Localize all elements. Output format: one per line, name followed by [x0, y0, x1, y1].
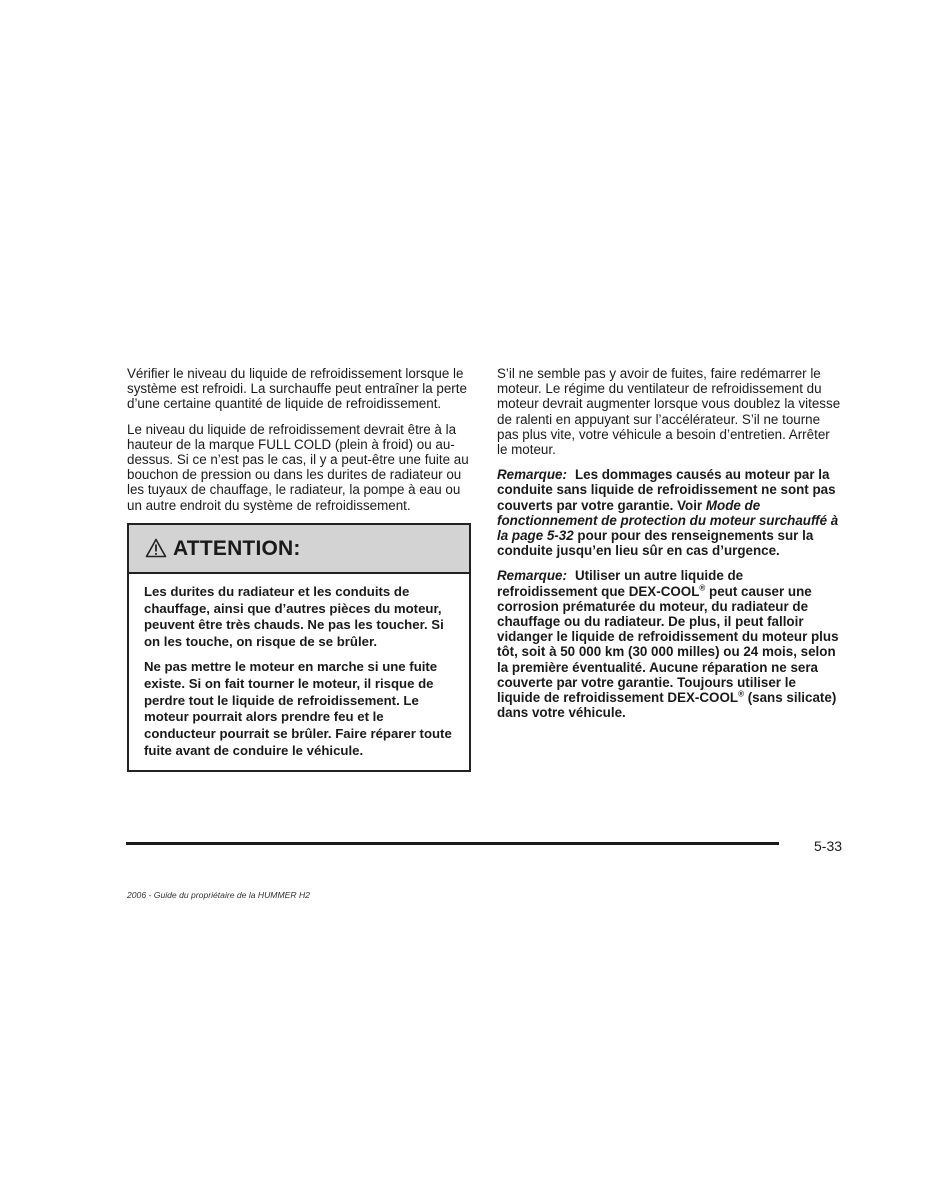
- note-text: Utiliser un autre liquide de refroidissement que DEX-COOL: [497, 568, 744, 599]
- registered-mark: ®: [738, 689, 744, 699]
- note-label: Remarque:: [497, 467, 567, 483]
- coolant-check-paragraph: Vérifier le niveau du liquide de refroidissement lorsque le système est refroidi. La surchauffe peut entraîner la perte d’une certaine quantité de liquide de refroidissement.: [127, 366, 467, 412]
- attention-title: ATTENTION:: [173, 536, 301, 560]
- warning-triangle-icon: [145, 538, 167, 558]
- note-text: peut causer une corrosion prématurée du moteur, du radiateur de chauffage ou du radiateur. De plus, il peut falloir vidanger le liquide de refroidissement du moteur plus tôt, soit à 50 000 km (30 000 milles) ou 24 mois, selon la première éventualité. Aucune réparation ne sera couverte par votre garantie. Toujours utiliser le liquide de refroidissement DEX-COOL: [497, 583, 839, 706]
- page-number: 5-33: [814, 838, 843, 854]
- note-text: Les dommages causés au moteur par la conduite sans liquide de refroidissement ne sont pas couverts par votre garantie. Voir: [497, 467, 836, 513]
- right-column: [497, 366, 842, 730]
- note-text: pour pour des renseignements sur la conduite jusqu’en lieu sûr en cas d’urgence.: [497, 528, 814, 559]
- footer-divider: [126, 842, 779, 845]
- restart-engine-paragraph: S’il ne semble pas y avoir de fuites, faire redémarrer le moteur. Le régime du ventilateur de refroidissement du moteur devrait augmenter lorsque vous doublez la vitesse de ralenti en appuyant sur l’accélérateur. S’il ne tourne pas plus vite, votre véhicule a besoin d’entretien. Arrêter le moteur.: [497, 366, 841, 458]
- attention-header: [129, 525, 469, 574]
- page-reference-link[interactable]: Mode de fonctionnement de protection du moteur surchauffé à la page 5-32: [497, 497, 839, 544]
- registered-mark: ®: [699, 583, 706, 593]
- left-column: [127, 366, 471, 772]
- attention-paragraph-leak: Ne pas mettre le moteur en marche si une fuite existe. Si on fait tourner le moteur, il risque de perdre tout le liquide de refroidissement. Le moteur pourrait alors prendre feu et le conducteur pourrait se brûler. Faire réparer toute fuite avant de conduire le véhicule.: [144, 659, 452, 758]
- footer-note: 2006 - Guide du propriétaire de la HUMMER H2: [127, 890, 310, 900]
- attention-body: [129, 574, 469, 770]
- attention-paragraph-hot-parts: Les durites du radiateur et les conduits de chauffage, ainsi que d’autres pièces du moteur, peuvent être très chauds. Ne pas les toucher. Si on les touche, on risque de se brûler.: [144, 583, 444, 650]
- note-label: Remarque:: [497, 568, 567, 584]
- attention-box: [127, 523, 471, 772]
- note-engine-damage: [497, 467, 842, 558]
- note-dex-cool: [497, 568, 842, 720]
- coolant-level-paragraph: Le niveau du liquide de refroidissement devrait être à la hauteur de la marque FULL COLD (plein à froid) ou au-dessus. Si ce n’est pas le cas, il y a peut-être une fuite au bouchon de pression ou dans les durites de radiateur ou les tuyaux de chauffage, le radiateur, la pompe à eau ou un autre endroit du système de refroidissement.: [127, 421, 469, 513]
- note-text: (sans silicate) dans votre véhicule.: [497, 690, 837, 721]
